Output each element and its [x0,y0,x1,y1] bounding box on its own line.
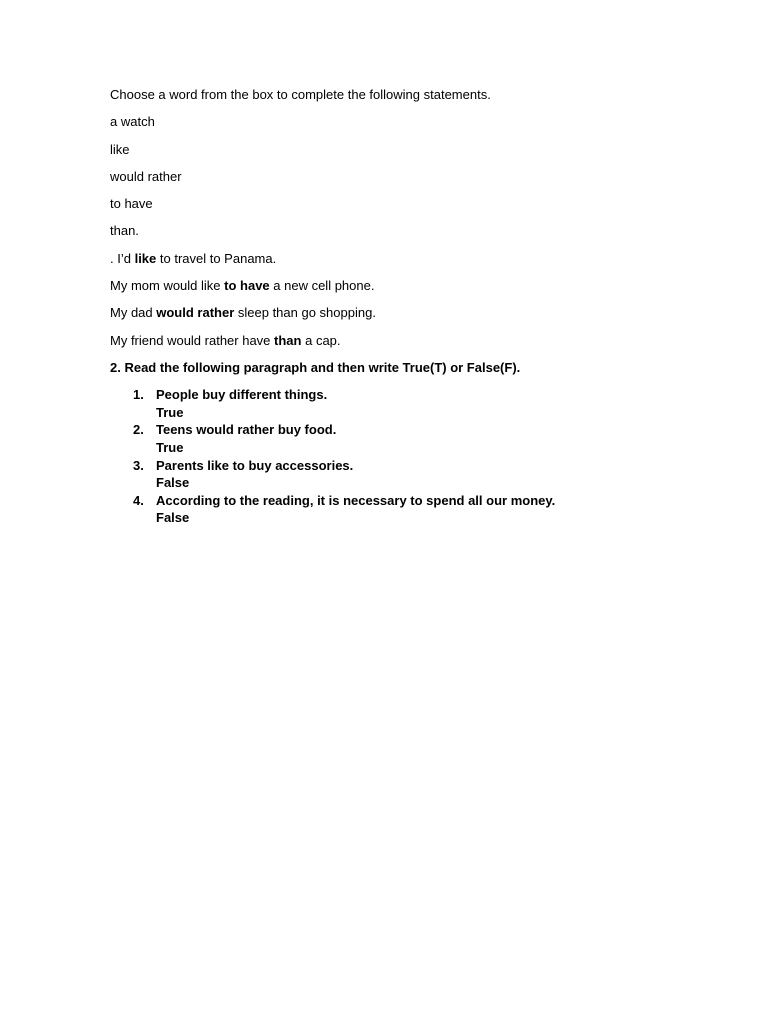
item-statement: People buy different things. [156,387,328,403]
item-statement: According to the reading, it is necessary to spend all our money. [156,492,556,508]
document-body [110,86,710,527]
word-box-item: to have [110,196,153,212]
list-item [110,421,710,456]
sentence-answer: would rather [156,305,235,321]
item-statement: Teens would rather buy food. [156,422,337,438]
sentence-answer: than [274,332,302,348]
fill-in-sentence [110,277,710,304]
fill-in-sentence [110,332,710,359]
item-answer: False [156,510,190,526]
list-item [110,386,710,421]
word-box-item: a watch [110,114,155,130]
sentence-answer: to have [224,278,270,294]
word-box-item: would rather [110,168,182,184]
word-box-item: than. [110,223,139,239]
item-number: 4. [133,492,144,508]
sentence-text-after: to travel to Panama. [156,250,277,266]
instructions-text: Choose a word from the box to complete the following statements. [110,87,491,102]
list-item [110,492,710,527]
item-answer: True [156,440,184,456]
sentence-answer: like [134,250,157,266]
section-2-heading: 2. Read the following paragraph and then write True(T) or False(F). [110,359,521,375]
sentence-text-before: My friend would rather have [110,332,275,348]
sentence-text-before: My dad [110,305,157,321]
true-false-list [110,386,710,527]
fill-in-sentence [110,250,710,277]
item-number: 2. [133,422,144,438]
list-item [110,457,710,492]
item-answer: True [156,404,184,420]
item-answer: False [156,475,190,491]
item-number: 3. [133,457,144,473]
word-box-item: like [110,141,130,157]
fill-in-sentence [110,304,710,331]
sentence-text-before: . I’d [110,250,135,266]
sentence-text-after: sleep than go shopping. [234,305,376,321]
item-number: 1. [133,387,144,403]
sentence-text-after: a new cell phone. [269,278,375,294]
item-statement: Parents like to buy accessories. [156,457,354,473]
sentence-text-after: a cap. [301,332,341,348]
sentence-text-before: My mom would like [110,278,225,294]
